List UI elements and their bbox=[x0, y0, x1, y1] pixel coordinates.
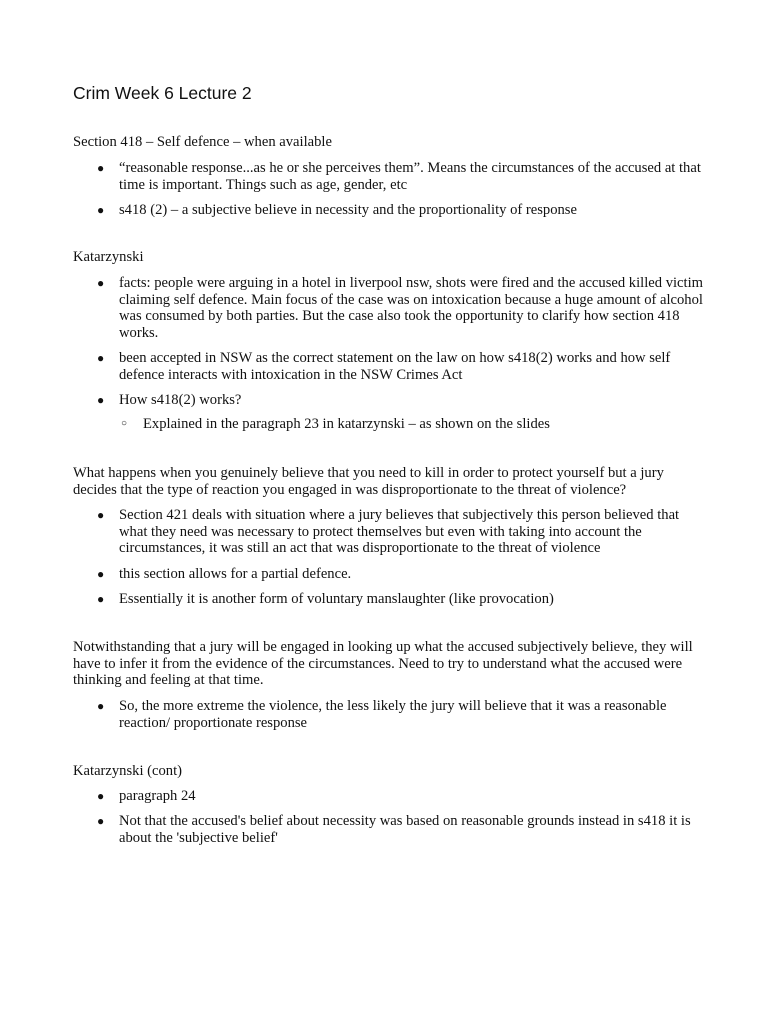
bullet-icon: ● bbox=[97, 161, 105, 175]
list-item bbox=[97, 160, 709, 193]
bullet-text: this section allows for a partial defence. bbox=[119, 566, 352, 582]
bullet-icon: ● bbox=[97, 508, 105, 522]
bullet-text: facts: people were arguing in a hotel in liverpool nsw, shots were fired and the accused killed victim claiming self defence. Main focus of the case was on intoxication because a huge amount of alcohol was consumed by both parties. But the case also took the opportunity to clarify how section 418 works. bbox=[119, 275, 703, 341]
bullet-text: Section 421 deals with situation where a jury believes that subjectively this person believed that what they need was necessary to protect themselves but even with taking into account the circumstances, it was still an act that was disproportionate to the threat of violence bbox=[119, 507, 680, 557]
list-item bbox=[97, 813, 709, 846]
bullet-icon: ● bbox=[97, 276, 105, 290]
list-item bbox=[97, 788, 709, 805]
bullet-icon: ● bbox=[97, 699, 105, 713]
bullet-icon: ● bbox=[97, 814, 105, 828]
bullet-text: Not that the accused's belief about necessity was based on reasonable grounds instead in s418 it is about the 'subjective belief' bbox=[119, 813, 691, 846]
sub-bullet-text: Explained in the paragraph 23 in katarzynski – as shown on the slides bbox=[143, 416, 550, 432]
page-title: Crim Week 6 Lecture 2 bbox=[73, 83, 252, 103]
bullet-icon: ● bbox=[97, 567, 105, 581]
bullet-icon: ● bbox=[97, 592, 105, 606]
section-heading: Katarzynski bbox=[73, 249, 144, 265]
bullet-icon: ● bbox=[97, 393, 105, 407]
bullet-text: Essentially it is another form of voluntary manslaughter (like provocation) bbox=[119, 591, 554, 607]
bullet-icon: ● bbox=[97, 789, 105, 803]
section-heading: What happens when you genuinely believe that you need to kill in order to protect yourself but a jury decides that the type of reaction you engaged in was disproportionate to the threat of violence? bbox=[73, 465, 664, 498]
list-item bbox=[97, 591, 709, 608]
list-item bbox=[97, 566, 709, 583]
bullet-text: paragraph 24 bbox=[119, 788, 196, 804]
bullet-text: How s418(2) works? bbox=[119, 392, 242, 408]
bullet-text: s418 (2) – a subjective believe in necessity and the proportionality of response bbox=[119, 202, 577, 218]
section-heading: Section 418 – Self defence – when available bbox=[73, 134, 332, 150]
bullet-text: been accepted in NSW as the correct statement on the law on how s418(2) works and how self defence interacts with intoxication in the NSW Crimes Act bbox=[119, 350, 671, 383]
list-item bbox=[97, 507, 709, 557]
list-item bbox=[97, 392, 709, 409]
list-item bbox=[97, 202, 709, 219]
list-item bbox=[97, 698, 709, 731]
bullet-icon: ● bbox=[97, 351, 105, 365]
sub-list-item bbox=[121, 416, 703, 433]
section-heading: Katarzynski (cont) bbox=[73, 763, 183, 779]
bullet-text: So, the more extreme the violence, the less likely the jury will believe that it was a reasonable reaction/ proportionate response bbox=[119, 698, 667, 731]
list-item bbox=[97, 275, 709, 341]
bullet-icon: ● bbox=[97, 203, 105, 217]
bullet-text: “reasonable response...as he or she perceives them”. Means the circumstances of the accused at that time is important. Things such as age, gender, etc bbox=[119, 160, 701, 193]
circle-bullet-icon: ○ bbox=[121, 418, 128, 429]
section-heading: Notwithstanding that a jury will be engaged in looking up what the accused subjectively believe, they will have to infer it from the evidence of the circumstances. Need to try to understand what the accused were thinking and feeling at that time. bbox=[73, 639, 693, 689]
list-item bbox=[97, 350, 709, 383]
